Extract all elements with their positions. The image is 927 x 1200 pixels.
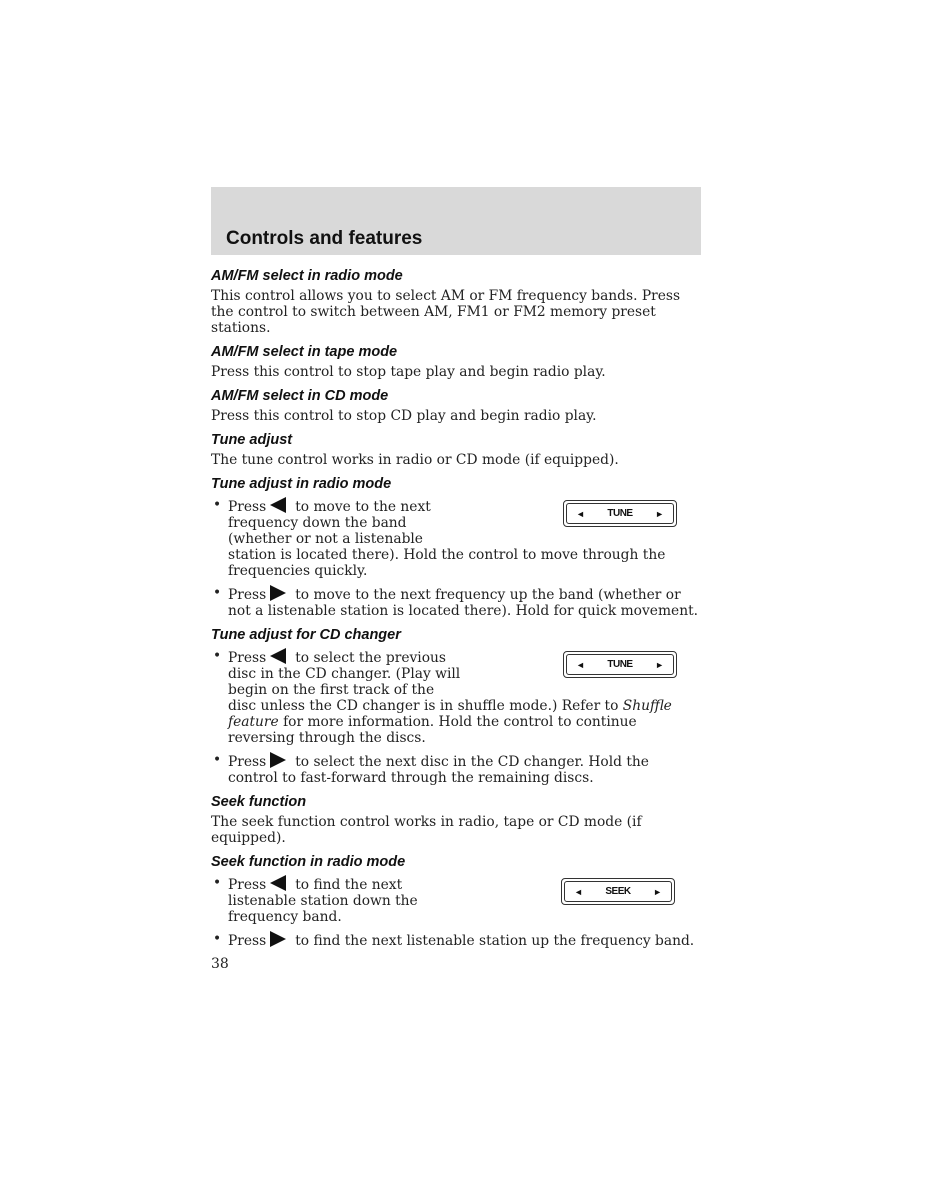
text-tune-adjust: The tune control works in radio or CD mode (if equipped). bbox=[211, 452, 619, 468]
bullet-text: to move to the next frequency down the band (whether or not a listenable station is located there). Hold the control to move through the frequencies quickly. bbox=[228, 499, 666, 579]
tune-control bbox=[563, 651, 677, 678]
heading-tune-radio: Tune adjust in radio mode bbox=[211, 476, 392, 492]
seek-control-illustration bbox=[463, 875, 703, 923]
section-header-band bbox=[211, 187, 701, 255]
seek-control-label: SEEK bbox=[605, 885, 631, 897]
tune-control-label: TUNE bbox=[607, 507, 633, 519]
heading-tune-adjust: Tune adjust bbox=[211, 432, 293, 448]
heading-tune-cd: Tune adjust for CD changer bbox=[211, 627, 401, 643]
section-title: Controls and features bbox=[226, 228, 423, 249]
press-label: Press bbox=[228, 650, 267, 666]
bullet-tune-up bbox=[211, 585, 703, 619]
heading-seek: Seek function bbox=[211, 794, 307, 810]
left-triangle-icon bbox=[270, 497, 286, 513]
left-triangle-icon bbox=[270, 875, 286, 891]
bullet-dot: • bbox=[213, 931, 222, 947]
tune-right-arrow-icon: ► bbox=[655, 659, 664, 670]
bullet-text: to find the next listenable station down the frequency band. bbox=[228, 877, 418, 925]
bullet-cd-next bbox=[211, 752, 703, 786]
bullet-dot: • bbox=[213, 497, 222, 513]
heading-amfm-tape: AM/FM select in tape mode bbox=[211, 344, 398, 360]
page-number: 38 bbox=[211, 956, 229, 972]
press-label: Press bbox=[228, 933, 267, 949]
page-content bbox=[211, 266, 703, 955]
tune-right-arrow-icon: ► bbox=[655, 508, 664, 519]
bullet-dot: • bbox=[213, 875, 222, 891]
press-label: Press bbox=[228, 587, 267, 603]
bullet-text: to select the next disc in the CD changer. Hold the control to fast-forward through the remaining discs. bbox=[228, 754, 649, 786]
heading-amfm-cd: AM/FM select in CD mode bbox=[211, 388, 389, 404]
bullet-dot: • bbox=[213, 648, 222, 664]
right-triangle-icon bbox=[270, 585, 286, 601]
bullet-seek-up bbox=[211, 931, 703, 949]
bullet-dot: • bbox=[213, 585, 222, 601]
seek-left-arrow-icon: ◄ bbox=[574, 886, 583, 897]
bullet-cd-previous bbox=[211, 648, 703, 746]
text-amfm-cd: Press this control to stop CD play and begin radio play. bbox=[211, 408, 597, 424]
bullet-text: for more information. Hold the control to continue reversing through the discs. bbox=[228, 714, 637, 746]
bullet-tune-down bbox=[211, 497, 703, 579]
text-amfm-radio: This control allows you to select AM or FM frequency bands. Press the control to switch between AM, FM1 or FM2 memory preset stations. bbox=[211, 288, 681, 336]
bullet-text: to select the previous disc in the CD changer. (Play will begin on the first track of the disc unless the CD changer is in shuffle mode.) Refer to bbox=[228, 650, 619, 714]
tune-control bbox=[563, 500, 677, 527]
tune-left-arrow-icon: ◄ bbox=[576, 659, 585, 670]
press-label: Press bbox=[228, 499, 267, 515]
heading-amfm-radio: AM/FM select in radio mode bbox=[211, 268, 403, 284]
text-amfm-tape: Press this control to stop tape play and begin radio play. bbox=[211, 364, 606, 380]
right-triangle-icon bbox=[270, 931, 286, 947]
bullet-text: to move to the next frequency up the band (whether or not a listenable station is located there). Hold for quick movement. bbox=[228, 587, 699, 619]
seek-right-arrow-icon: ► bbox=[653, 886, 662, 897]
press-label: Press bbox=[228, 877, 267, 893]
tune-left-arrow-icon: ◄ bbox=[576, 508, 585, 519]
seek-control bbox=[561, 878, 675, 905]
text-seek: The seek function control works in radio, tape or CD mode (if equipped). bbox=[211, 814, 642, 846]
tune-control-illustration bbox=[463, 648, 703, 696]
left-triangle-icon bbox=[270, 648, 286, 664]
tune-control-illustration bbox=[463, 497, 703, 545]
tune-control-label: TUNE bbox=[607, 658, 633, 670]
right-triangle-icon bbox=[270, 752, 286, 768]
shuffle-feature-reference: Shuffle feature bbox=[228, 698, 672, 730]
heading-seek-radio: Seek function in radio mode bbox=[211, 854, 406, 870]
press-label: Press bbox=[228, 754, 267, 770]
bullet-seek-down bbox=[211, 875, 703, 925]
bullet-dot: • bbox=[213, 752, 222, 768]
bullet-text: to find the next listenable station up the frequency band. bbox=[295, 933, 695, 949]
